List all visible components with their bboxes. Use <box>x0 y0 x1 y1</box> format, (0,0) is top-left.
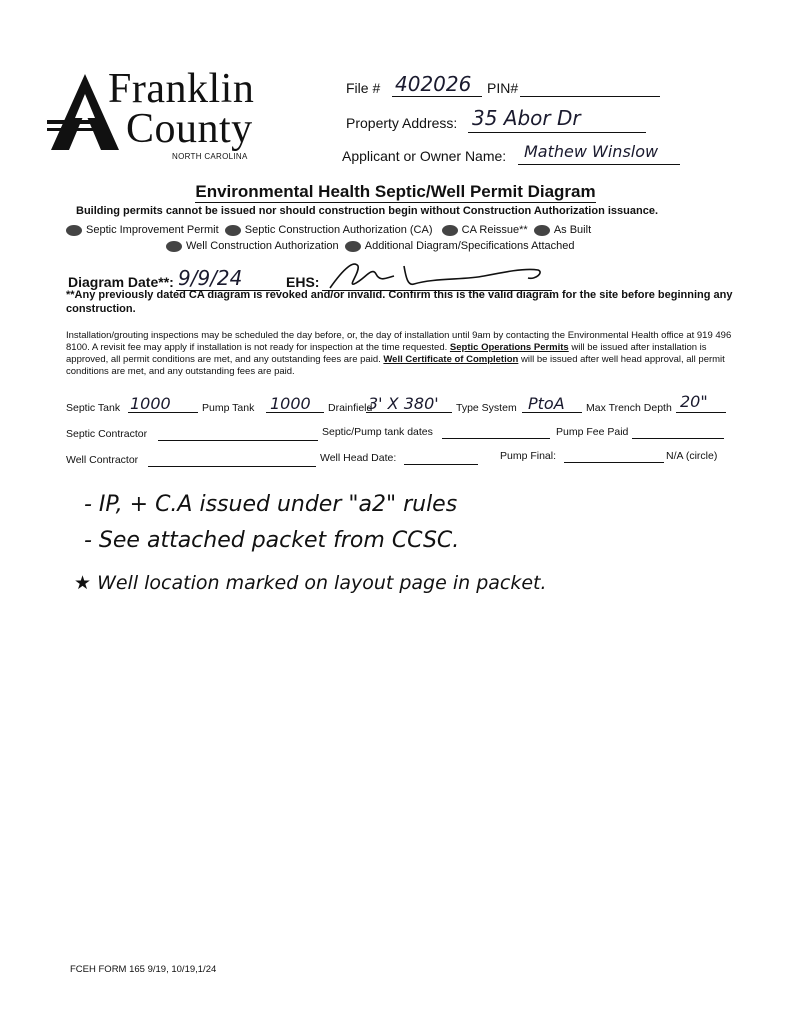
ca-reissue-checkbox[interactable]: CA Reissue** <box>442 224 528 236</box>
pump-tank-underline <box>266 412 324 413</box>
form-footer: FCEH FORM 165 9/19, 10/19,1/24 <box>70 964 217 975</box>
file-label: File # <box>346 80 381 96</box>
handwritten-note-3: ★ Well location marked on layout page in packet. <box>74 572 547 594</box>
applicant-underline <box>518 164 680 165</box>
pin-label: PIN# <box>487 80 519 96</box>
additional-diagram-checkbox[interactable]: Additional Diagram/Specifications Attached <box>345 240 575 252</box>
address-underline <box>468 132 646 133</box>
file-underline <box>392 96 482 97</box>
septic-construction-checkbox[interactable]: Septic Construction Authorization (CA) <box>225 224 433 236</box>
applicant-label: Applicant or Owner Name: <box>342 148 507 164</box>
type-system-label: Type System <box>456 402 517 414</box>
septic-tank-value[interactable]: 1000 <box>130 394 171 413</box>
address-value[interactable]: 35 Abor Dr <box>472 106 581 130</box>
checkbox-icon <box>166 241 182 252</box>
well-head-date-label: Well Head Date: <box>320 452 397 464</box>
file-number-value[interactable]: 402026 <box>395 72 472 96</box>
max-trench-label: Max Trench Depth <box>586 402 672 414</box>
drainfield-label: Drainfield <box>328 402 373 414</box>
well-contractor-field[interactable] <box>148 466 316 467</box>
checkbox-icon <box>534 225 550 236</box>
well-construction-checkbox[interactable]: Well Construction Authorization <box>166 240 339 252</box>
well-contractor-label: Well Contractor <box>66 454 139 466</box>
logo-text-franklin: Franklin <box>108 66 255 112</box>
max-trench-underline <box>676 412 726 413</box>
septic-tank-underline <box>128 412 198 413</box>
handwritten-note-1: - IP, + C.A issued under "a2" rules <box>84 492 458 517</box>
checkbox-icon <box>225 225 241 236</box>
drainfield-value[interactable]: 3' X 380' <box>368 394 439 413</box>
checkbox-icon <box>66 225 82 236</box>
diagram-date-label: Diagram Date**: <box>68 274 174 290</box>
applicant-value[interactable]: Mathew Winslow <box>524 142 659 161</box>
pump-tank-value[interactable]: 1000 <box>270 394 311 413</box>
as-built-checkbox[interactable]: As Built <box>534 224 591 236</box>
address-label: Property Address: <box>346 115 458 131</box>
checkbox-icon <box>345 241 361 252</box>
septic-tank-label: Septic Tank <box>66 402 121 414</box>
septic-contractor-field[interactable] <box>158 440 318 441</box>
type-system-underline <box>522 412 582 413</box>
pump-fee-field[interactable] <box>632 438 724 439</box>
checkbox-row-1 <box>66 224 591 236</box>
pump-final-field[interactable] <box>564 462 664 463</box>
septic-pump-dates-label: Septic/Pump tank dates <box>322 426 433 438</box>
pump-tank-label: Pump Tank <box>202 402 255 414</box>
na-circle-label[interactable]: N/A (circle) <box>666 450 718 462</box>
ehs-label: EHS: <box>286 274 320 290</box>
logo-text-state: NORTH CAROLINA <box>172 152 248 161</box>
construction-notice: Building permits cannot be issued nor should construction begin without Construction Authorization issuance. <box>76 205 658 217</box>
form-title: Environmental Health Septic/Well Permit Diagram <box>195 182 596 201</box>
logo-text-county: County <box>126 106 253 152</box>
septic-pump-dates-field[interactable] <box>442 438 550 439</box>
inspection-instructions: Installation/grouting inspections may be scheduled the day before, or, the day of installation until 9am by contacting the Environmental Health office at 919 496 8100. A revisit fee may apply if installation is not ready for inspection at the time requested. Septic Operations Permits will be issued after installation is approved, all permit conditions are met, and any outstanding fees are paid. Well Certificate of Completion will be issued after well head approval, all permit conditions are met, and any outstanding fees are paid. <box>66 330 732 377</box>
type-system-value[interactable]: PtoA <box>528 394 565 413</box>
pump-fee-label: Pump Fee Paid <box>556 426 629 438</box>
revoked-warning: **Any previously dated CA diagram is revoked and/or invalid. Confirm this is the valid diagram for the site before beginning any construction. <box>66 289 733 315</box>
checkbox-icon <box>442 225 458 236</box>
pump-final-label: Pump Final: <box>500 450 557 462</box>
septic-contractor-label: Septic Contractor <box>66 428 148 440</box>
handwritten-note-2: - See attached packet from CCSC. <box>84 528 460 553</box>
septic-improvement-checkbox[interactable]: Septic Improvement Permit <box>66 224 219 236</box>
checkbox-row-2 <box>166 240 575 252</box>
pin-field[interactable] <box>520 96 660 97</box>
diagram-date-value[interactable]: 9/9/24 <box>178 266 243 290</box>
drainfield-underline <box>366 412 452 413</box>
max-trench-value[interactable]: 20" <box>680 392 708 411</box>
well-head-date-field[interactable] <box>404 464 478 465</box>
